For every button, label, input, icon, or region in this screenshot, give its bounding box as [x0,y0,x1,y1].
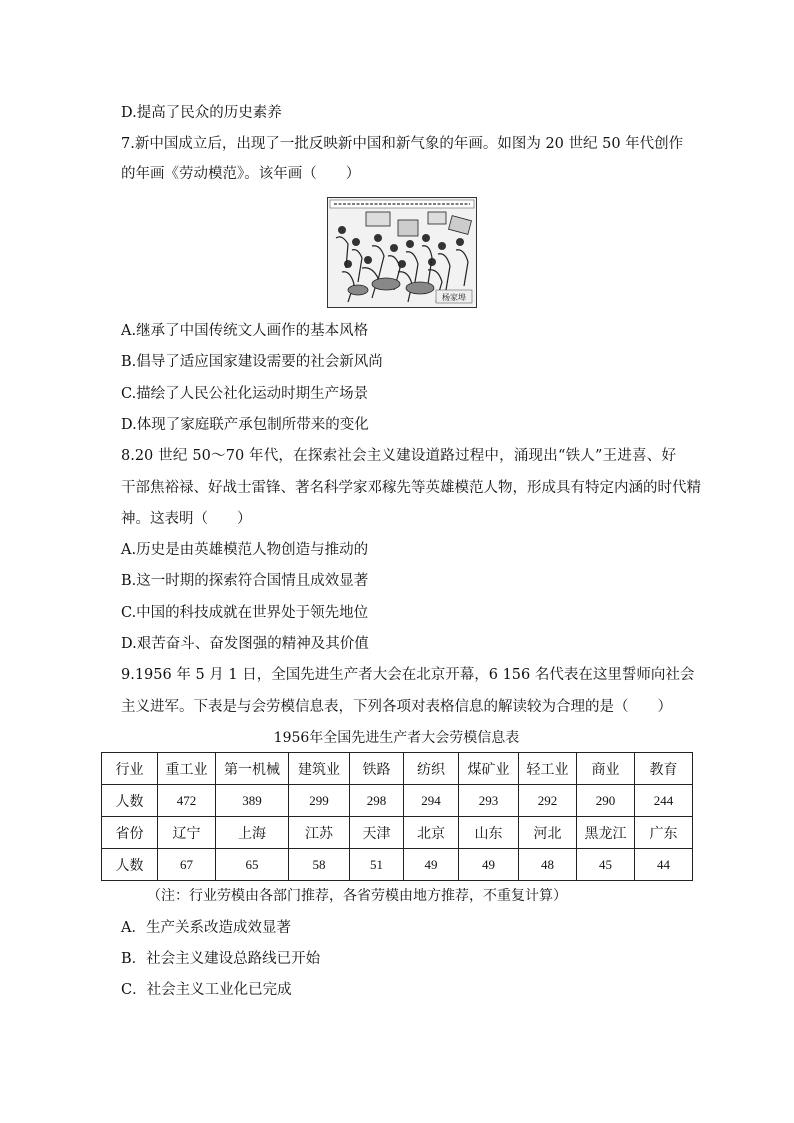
q8-option-c: C.中国的科技成就在世界处于领先地位 [121,605,369,621]
table-cell: 48 [519,849,577,881]
table-cell: 商业 [577,753,635,785]
table-cell: 51 [350,849,404,881]
table-cell: 294 [404,785,459,817]
q8-option-b: B.这一时期的探索符合国情且成效显著 [121,573,369,589]
table-cell: 黑龙江 [577,817,635,849]
table-cell: 第一机械 [216,753,289,785]
labor-model-info-table [101,752,693,881]
table-cell: 河北 [519,817,577,849]
table-cell: 煤矿业 [459,753,519,785]
table-cell: 290 [577,785,635,817]
table-cell: 江苏 [289,817,350,849]
table-cell: 轻工业 [519,753,577,785]
table-cell: 65 [216,849,289,881]
table-row-header: 省份 [102,817,158,849]
q9-option-a: A．生产关系改造成效显著 [121,920,291,936]
table-title: 1956年全国先进生产者大会劳模信息表 [273,730,520,746]
q8-stem-line1: 8.20 世纪 50～70 年代，在探索社会主义建设道路过程中，涌现出“铁人”王进喜、好 [121,448,676,464]
table-cell: 北京 [404,817,459,849]
q7-option-d: D.体现了家庭联产承包制所带来的变化 [121,417,369,433]
q7-option-b: B.倡导了适应国家建设需要的社会新风尚 [121,354,383,370]
table-cell: 298 [350,785,404,817]
table-cell: 广东 [635,817,693,849]
q7-stem-line1: 7.新中国成立后，出现了一批反映新中国和新气象的年画。如图为 20 世纪 50 年代创作 [121,136,684,152]
table-cell: 上海 [216,817,289,849]
table-cell: 教育 [635,753,693,785]
q7-option-c: C.描绘了人民公社化运动时期生产场景 [121,386,369,402]
table-cell: 山东 [459,817,519,849]
table-cell: 天津 [350,817,404,849]
table-cell: 389 [216,785,289,817]
table-cell: 244 [635,785,693,817]
table-row-industry-count [102,785,693,817]
table-cell: 纺织 [404,753,459,785]
q9-option-b: B．社会主义建设总路线已开始 [121,951,321,967]
table-row-header: 人数 [102,849,158,881]
table-cell: 293 [459,785,519,817]
table-row-province-count [102,849,693,881]
table-note: （注：行业劳模由各部门推荐，各省劳模由地方推荐，不重复计算） [147,888,567,904]
q7-stem-line2: 的年画《劳动模范》。该年画（ ） [121,166,361,182]
table-cell: 辽宁 [158,817,216,849]
table-cell: 472 [158,785,216,817]
table-cell: 292 [519,785,577,817]
q6-option-d: D.提高了民众的历史素养 [121,105,282,121]
table-row-header: 人数 [102,785,158,817]
table-cell: 重工业 [158,753,216,785]
table-cell: 49 [459,849,519,881]
q8-option-d: D.艰苦奋斗、奋发图强的精神及其价值 [121,636,369,652]
table-row-province [102,817,693,849]
q9-stem-line1: 9.1956 年 5 月 1 日，全国先进生产者大会在北京开幕，6 156 名代表在这里誓师向社会 [121,667,695,683]
q9-option-c: C．社会主义工业化已完成 [121,982,292,998]
table-cell: 44 [635,849,693,881]
q9-stem-line2: 主义进军。下表是与会劳模信息表，下列各项对表格信息的解读较为合理的是（ ） [121,699,672,715]
q8-stem-line2: 干部焦裕禄、好战士雷锋、著名科学家邓稼先等英雄模范人物，形成具有特定内涵的时代精 [121,480,701,496]
table-cell: 58 [289,849,350,881]
labor-model-new-year-painting [327,197,477,308]
table-cell: 67 [158,849,216,881]
q8-stem-line3: 神。这表明（ ） [121,511,252,527]
table-cell: 299 [289,785,350,817]
table-row-header: 行业 [102,753,158,785]
table-cell: 45 [577,849,635,881]
table-cell: 49 [404,849,459,881]
table-cell: 铁路 [350,753,404,785]
q8-option-a: A.历史是由英雄模范人物创造与推动的 [121,542,369,558]
q7-option-a: A.继承了中国传统文人画作的基本风格 [121,323,369,339]
painting-signature: 杨家埠 [442,293,466,302]
table-row-industry [102,753,693,785]
table-cell: 建筑业 [289,753,350,785]
